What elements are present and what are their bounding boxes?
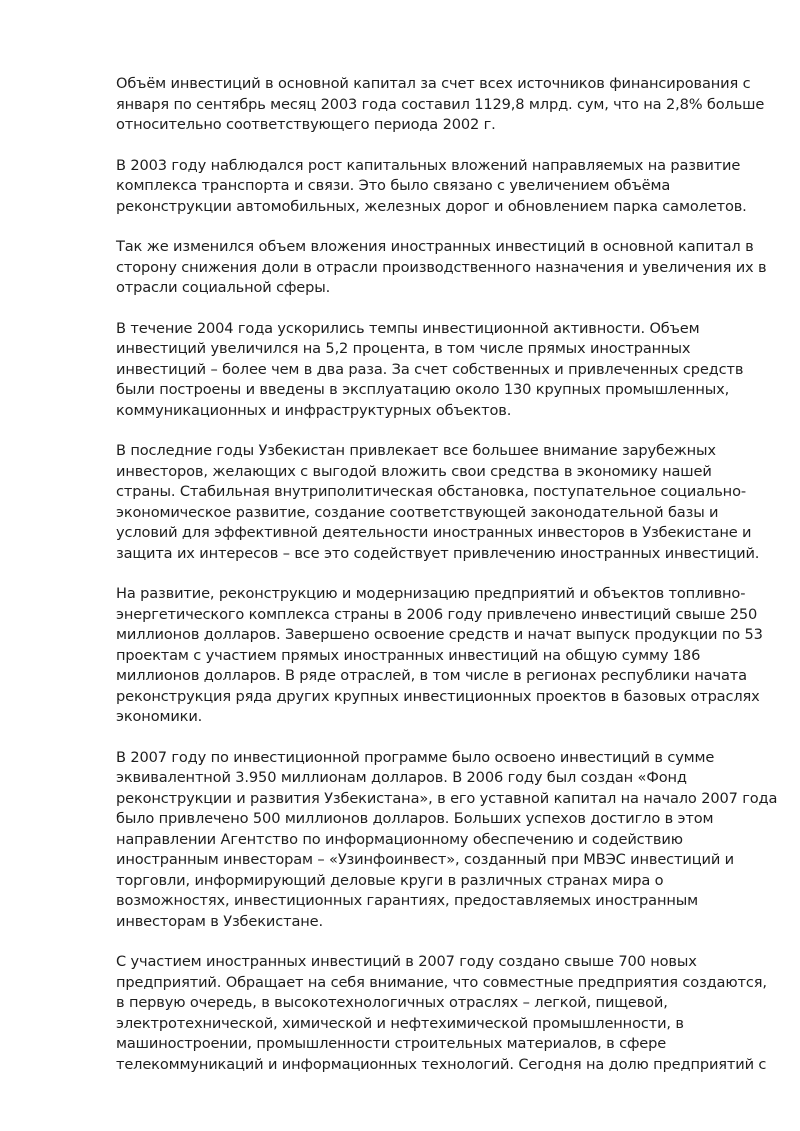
text-line: реконструкция ряда других крупных инвестиционных проектов в базовых отраслях <box>116 687 760 705</box>
paragraph-energy-complex-2006 <box>116 584 763 728</box>
text-line: энергетического комплекса страны в 2006 году привлечено инвестиций свыше 250 <box>116 605 758 623</box>
text-line: экономики. <box>116 708 203 725</box>
text-line: В последние годы Узбекистан привлекает все большее внимание зарубежных <box>116 442 716 459</box>
paragraph-activity-2004 <box>116 319 742 422</box>
paragraph-foreign-investors-attraction <box>116 441 760 564</box>
paragraph-transport-2003 <box>116 156 747 218</box>
text-line: сторону снижения доли в отрасли производственного назначения и увеличения их в <box>116 258 767 276</box>
text-line: были построены и введены в эксплуатацию около 130 крупных промышленных, <box>116 381 730 398</box>
text-line: миллионов долларов. В ряде отраслей, в том числе в регионах республики начата <box>116 667 747 684</box>
text-line: телекоммуникаций и информационных технологий. Сегодня на долю предприятий с <box>116 1055 767 1073</box>
paragraph-program-2007 <box>116 748 778 933</box>
text-line: реконструкции автомобильных, железных дорог и обновлением парка самолетов. <box>116 197 747 215</box>
text-line: предприятий. Обращает на себя внимание, что совместные предприятия создаются, <box>116 973 767 991</box>
text-line: в первую очередь, в высокотехнологичных отраслях – легкой, пищевой, <box>116 994 668 1011</box>
text-line: комплекса транспорта и связи. Это было связано с увеличением объёма <box>116 177 671 194</box>
text-line: На развитие, реконструкцию и модернизацию предприятий и объектов топливно- <box>116 585 746 602</box>
text-line: относительно соответствующего периода 2002 г. <box>116 116 496 133</box>
text-line: января по сентябрь месяц 2003 года составил 1129,8 млрд. сум, что на 2,8% больше <box>116 95 765 113</box>
text-line: Так же изменился объем вложения иностранных инвестиций в основной капитал в <box>116 238 754 255</box>
text-line: защита их интересов – все это содействует привлечению иностранных инвестиций. <box>116 544 760 562</box>
text-line: экономическое развитие, создание соответствующей законодательной базы и <box>116 503 719 521</box>
text-line: отрасли социальной сферы. <box>116 279 331 296</box>
text-line: инвестиций увеличился на 5,2 процента, в том числе прямых иностранных <box>116 340 691 357</box>
text-line: инвестиций – более чем в два раза. За счет собственных и привлеченных средств <box>116 360 744 378</box>
text-line: В 2003 году наблюдался рост капитальных вложений направляемых на развитие <box>116 156 741 174</box>
text-line: возможностях, инвестиционных гарантиях, предоставляемых иностранным <box>116 892 698 909</box>
text-line: эквивалентной 3.950 миллионам долларов. В 2006 году был создан «Фонд <box>116 769 687 786</box>
document-body <box>116 74 778 1095</box>
text-line: страны. Стабильная внутриполитическая обстановка, поступательное социально- <box>116 483 746 500</box>
text-line: инвесторам в Узбекистане. <box>116 912 323 930</box>
text-line: проектам с участием прямых иностранных инвестиций на общую сумму 186 <box>116 646 701 664</box>
text-line: условий для эффективной деятельности иностранных инвесторов в Узбекистане и <box>116 524 752 541</box>
text-line: коммуникационных и инфраструктурных объектов. <box>116 401 512 419</box>
text-line: В 2007 году по инвестиционной программе было освоено инвестиций в сумме <box>116 748 715 766</box>
text-line: миллионов долларов. Завершено освоение средств и начат выпуск продукции по 53 <box>116 626 763 643</box>
paragraph-investment-2003 <box>116 74 765 136</box>
text-line: направлении Агентство по информационному обеспечению и содействию <box>116 830 683 848</box>
text-line: иностранным инвесторам – «Узинфоинвест», созданный при МВЭС инвестиций и <box>116 851 735 868</box>
text-line: реконструкции и развития Узбекистана», в его уставной капитал на начало 2007 года <box>116 789 778 807</box>
text-line: В течение 2004 года ускорились темпы инвестиционной активности. Объем <box>116 319 700 337</box>
text-line: Объём инвестиций в основной капитал за счет всех источников финансирования с <box>116 75 751 92</box>
text-line: торговли, информирующий деловые круги в различных странах мира о <box>116 871 664 889</box>
text-line: машиностроении, промышленности строительных материалов, в сфере <box>116 1035 667 1052</box>
text-line: С участием иностранных инвестиций в 2007 году создано свыше 700 новых <box>116 953 697 970</box>
text-line: инвесторов, желающих с выгодой вложить свои средства в экономику нашей <box>116 462 712 480</box>
text-line: было привлечено 500 миллионов долларов. Больших успехов достигло в этом <box>116 810 714 827</box>
text-line: электротехнической, химической и нефтехимической промышленности, в <box>116 1014 684 1032</box>
paragraph-new-enterprises-2007 <box>116 952 767 1075</box>
paragraph-foreign-investment-share <box>116 237 767 299</box>
